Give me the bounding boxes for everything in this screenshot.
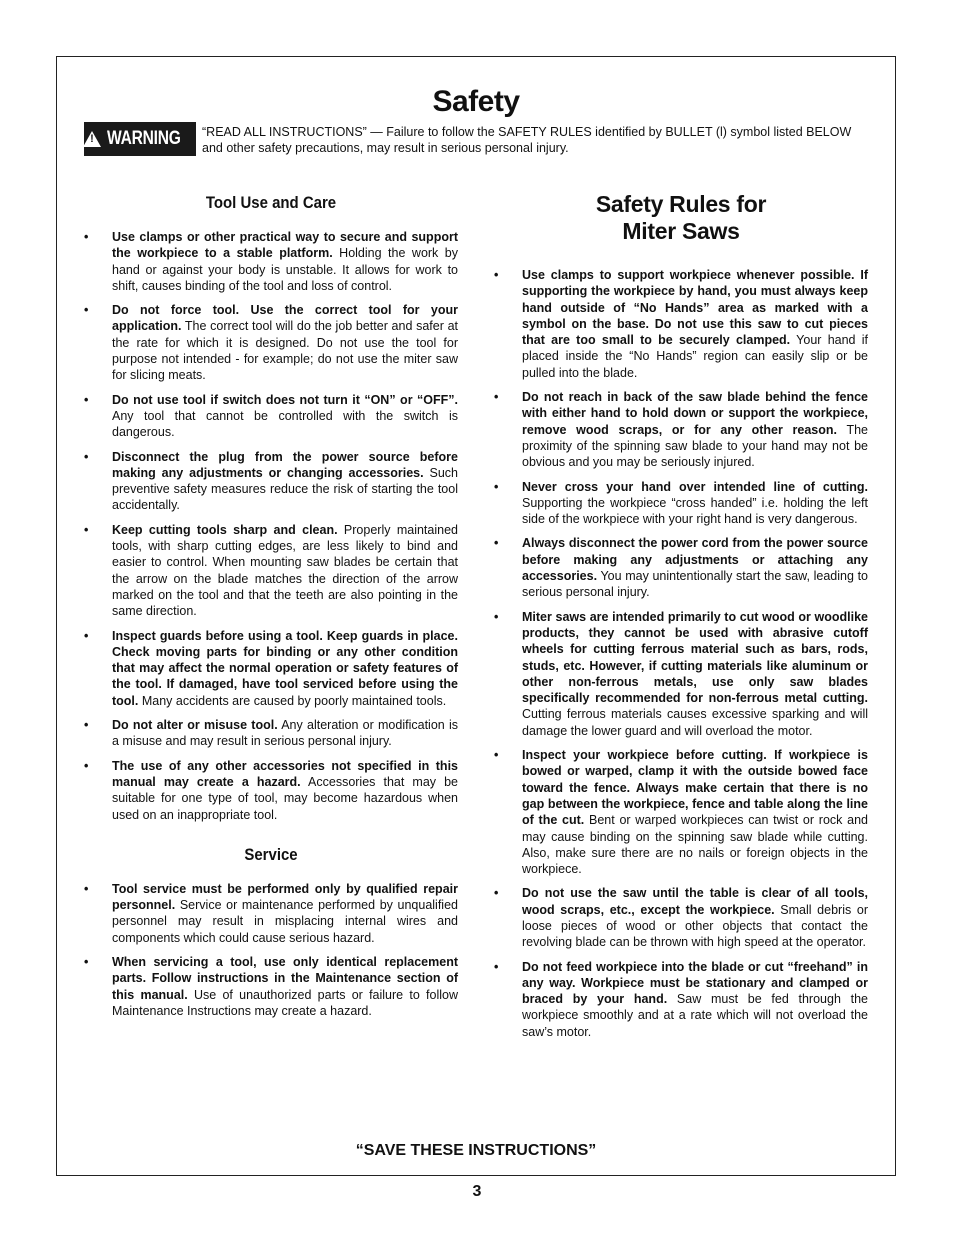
rule-text: Any tool that cannot be controlled with the switch is dangerous.	[112, 408, 458, 440]
bullet-icon: •	[494, 268, 499, 282]
bullet-icon: •	[494, 959, 499, 974]
bullet-icon: •	[84, 628, 89, 643]
rule-emphasis: Do not feed workpiece into the blade or cut “freehand” in any way. Workpiece must be stationary and clamped or braced by your hand.	[522, 959, 868, 1007]
bullet-icon: •	[84, 718, 89, 733]
rule-text: Saw must be fed through the workpiece smoothly and at a rate which will not overload the saw’s motor.	[522, 992, 869, 1039]
rule-text: Many accidents are caused by poorly maintained tools.	[138, 693, 447, 708]
bullet-icon: •	[494, 479, 499, 494]
rule-item	[494, 959, 868, 1040]
rule-item	[494, 747, 868, 877]
rule-text: Such preventive safety measures reduce the risk of starting the tool accidentally.	[112, 465, 458, 513]
rule-item	[84, 717, 458, 750]
page-frame	[56, 56, 896, 1176]
rule-text: The proximity of the spinning saw blade to your hand may not be obvious and you may be seriously injured.	[522, 422, 869, 470]
save-instructions: “SAVE THESE INSTRUCTIONS”	[355, 1142, 597, 1159]
warning-badge	[84, 122, 196, 156]
warning-label: WARNING	[107, 128, 181, 149]
tool-use-list	[84, 229, 458, 823]
rule-item	[494, 389, 868, 470]
rule-item	[84, 522, 458, 620]
rule-text: Supporting the workpiece “cross handed” i.e. holding the left side of the workpiece with your right hand is very dangerous.	[522, 495, 868, 527]
rule-emphasis: Use clamps or other practical way to secure and support the workpiece to a stable platform.	[112, 230, 458, 261]
rule-text: Your hand if placed inside the “No Hands” region can easily slip or be pulled into the blade.	[522, 333, 868, 380]
rule-emphasis: Inspect your workpiece before cutting. If workpiece is bowed or warped, clamp it with the outside bowed face toward the fence. Always make certain that there is no gap between the workpiece, fence and table along the line of the cut.	[522, 748, 868, 828]
rule-item	[84, 449, 458, 514]
rule-item	[84, 229, 458, 294]
bullet-icon: •	[84, 954, 89, 969]
service-heading: Service	[244, 844, 298, 864]
rule-text: Any alteration or modification is a misuse and may result in serious personal injury.	[112, 718, 458, 749]
miter-saw-heading-line1: Safety Rules for	[595, 191, 767, 217]
rule-item	[494, 267, 868, 381]
rule-item	[84, 758, 458, 823]
miter-rules-list	[494, 267, 868, 1040]
rule-item	[494, 535, 868, 600]
rule-emphasis: Do not alter or misuse tool.	[112, 718, 278, 733]
rule-item	[494, 609, 868, 739]
warning-text: “READ ALL INSTRUCTIONS” — Failure to follow the SAFETY RULES identified by BULLET (l) symbol listed BELOW and other safety precautions, may result in serious personal injury.	[202, 125, 852, 155]
rule-text: Service or maintenance performed by unqualified personnel may result in misplacing internal wires and components which could cause serious hazard.	[112, 898, 458, 945]
bullet-icon: •	[84, 392, 89, 407]
rule-emphasis: The use of any other accessories not specified in this manual may create a hazard.	[112, 758, 458, 789]
tool-use-heading: Tool Use and Care	[205, 193, 337, 212]
rule-text: Cutting ferrous materials causes excessive sparking and will damage the lower guard and will overload the motor.	[522, 707, 868, 738]
service-list	[84, 881, 458, 1019]
bullet-icon: •	[494, 536, 499, 551]
rule-emphasis: Do not use tool if switch does not turn it “ON” or “OFF”.	[112, 392, 458, 407]
bullet-icon: •	[84, 230, 89, 244]
miter-saw-heading-line2: Miter Saws	[622, 218, 740, 244]
bullet-icon: •	[84, 758, 89, 773]
rule-emphasis: Always disconnect the power cord from the power source before making any adjustments or attaching any accessories.	[522, 536, 868, 584]
rule-emphasis: Tool service must be performed only by qualified repair personnel.	[112, 881, 458, 913]
rule-emphasis: Keep cutting tools sharp and clean.	[112, 522, 338, 537]
rule-text: You may unintentionally start the saw, leading to serious personal injury.	[522, 569, 868, 600]
bullet-icon: •	[84, 522, 89, 537]
right-column	[494, 187, 868, 1048]
rule-emphasis: When servicing a tool, use only identical replacement parts. Follow instructions in the Maintenance section of this manual.	[112, 954, 458, 1002]
rule-emphasis: Never cross your hand over intended line of cutting.	[522, 479, 868, 494]
rule-emphasis: Do not use the saw until the table is clear of all tools, wood scraps, etc., except the workpiece.	[522, 886, 868, 917]
rule-item	[84, 881, 458, 946]
rule-item	[84, 302, 458, 383]
warning-triangle-icon: !	[83, 131, 101, 147]
left-column	[84, 187, 458, 1027]
rule-item	[494, 479, 868, 528]
rule-emphasis: Miter saws are intended primarily to cut wood or woodlike products, they cannot be used with abrasive cutoff wheels for cutting ferrous material such as bars, rods, studs, etc. However, if cutting materials like aluminum or other non-ferrous metals, use only saw blades specifically recommended for non-ferrous metal cutting.	[522, 609, 868, 706]
rule-item	[494, 885, 868, 950]
page-title: Safety	[432, 85, 520, 118]
rule-text: Small debris or loose pieces of wood or other objects that contact the revolving blade can be thrown with high speed at the operator.	[522, 902, 868, 950]
bullet-icon: •	[84, 449, 89, 464]
rule-text: Use of unauthorized parts or failure to follow Maintenance Instructions may create a hazard.	[112, 987, 459, 1018]
miter-saw-heading	[494, 191, 868, 245]
rule-item	[84, 954, 458, 1019]
bullet-icon: •	[84, 881, 89, 896]
rule-emphasis: Use clamps to support workpiece whenever possible. If supporting the workpiece by hand, you must always keep hand outside of “No Hands” area as marked with a symbol on the base. Do not use this saw to cut pieces that are too small to be securely clamped.	[522, 268, 868, 348]
rule-emphasis: Disconnect the plug from the power source before making any adjustments or changing accessories.	[112, 449, 458, 480]
rule-item	[84, 628, 458, 709]
rule-item	[84, 392, 458, 441]
bullet-icon: •	[494, 390, 499, 405]
rule-emphasis: Do not force tool. Use the correct tool for your application.	[112, 303, 458, 334]
bullet-icon: •	[84, 303, 89, 318]
rule-text: Accessories that may be suitable for one type of tool, may become hazardous when used on an inappropriate tool.	[112, 774, 458, 822]
rule-text: The correct tool will do the job better and safer at the rate for which it is designed. Do not use the tool for purpose not intended - for example; do not use the miter saw for slicing meats.	[112, 319, 458, 383]
rule-text: Holding the work by hand or against your body is unstable. It allows for work to shift, causes binding of the tool and loss of control.	[112, 246, 458, 293]
bullet-icon: •	[494, 609, 499, 624]
rule-emphasis: Inspect guards before using a tool. Keep guards in place. Check moving parts for binding or any other condition that may affect the normal operation or safety features of the tool. If damaged, have tool serviced before using the tool.	[112, 628, 458, 708]
bullet-icon: •	[494, 886, 499, 901]
rule-text: Bent or warped workpieces can twist or rock and may cause binding on the spinning saw blade while cutting. Also, make sure there are no nails or foreign objects in the workpiece.	[522, 813, 868, 877]
rule-emphasis: Do not reach in back of the saw blade behind the fence with either hand to hold down or support the workpiece, remove wood scraps, or for any other reason.	[522, 390, 868, 437]
bullet-icon: •	[494, 748, 499, 763]
rule-text: Properly maintained tools, with sharp cutting edges, are less likely to bind and easier to control. When mounting saw blades be certain that the arrow on the blade matches the direction of the arrow marked on the tool and that the teeth are also pointing in the same direction.	[112, 522, 458, 619]
page-number: 3	[472, 1183, 482, 1200]
